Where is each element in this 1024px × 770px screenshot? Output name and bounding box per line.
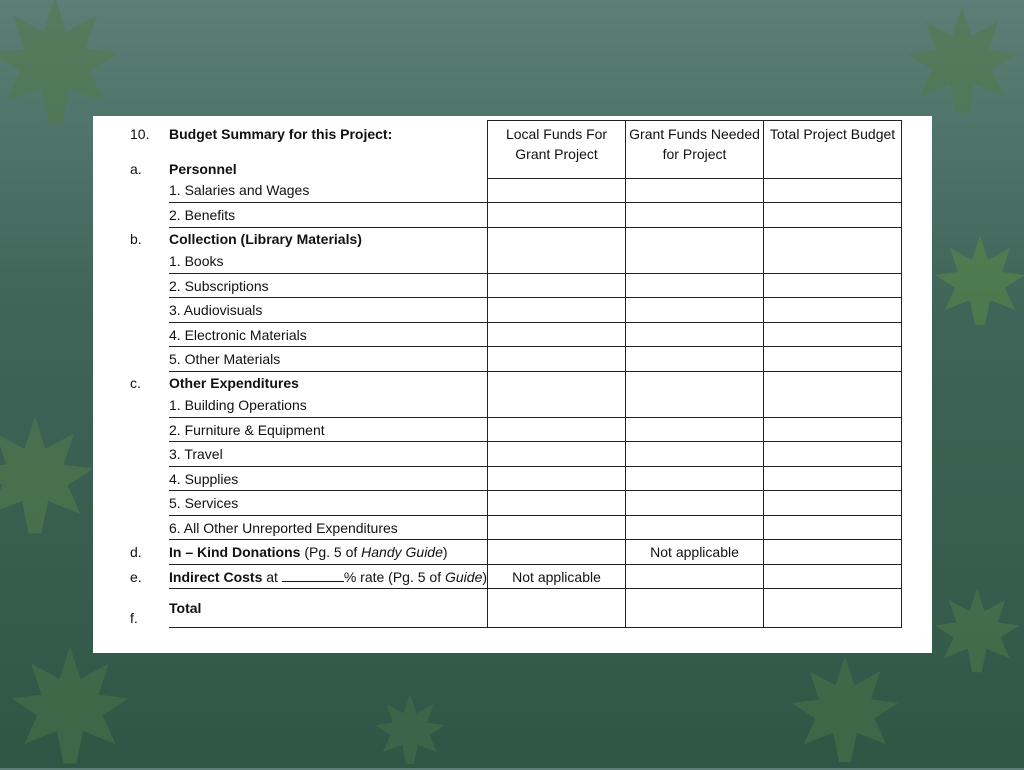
total-budget-cell[interactable] <box>764 323 902 347</box>
local-funds-cell[interactable] <box>488 442 626 467</box>
line-item-label: 2. Furniture & Equipment <box>169 418 488 442</box>
grant-funds-cell[interactable] <box>626 418 764 442</box>
total-budget-cell[interactable] <box>764 540 902 565</box>
grant-funds-cell[interactable] <box>626 274 764 298</box>
form-title: Budget Summary for this Project: <box>169 125 393 142</box>
line-item-label: 6. All Other Unreported Expenditures <box>169 516 488 540</box>
grant-funds-cell-not-applicable: Not applicable <box>626 540 764 565</box>
grant-funds-cell[interactable] <box>626 516 764 540</box>
section-label: Total <box>169 589 488 628</box>
grant-funds-cell[interactable] <box>626 203 764 228</box>
col-header-local-funds: Local Funds For Grant Project <box>488 121 626 179</box>
local-funds-cell[interactable] <box>488 589 626 628</box>
section-letter: f. <box>130 609 138 626</box>
section-letter: d. <box>130 544 142 560</box>
total-budget-cell[interactable] <box>764 274 902 298</box>
col-header-grant-funds: Grant Funds Needed for Project <box>626 121 764 179</box>
maple-leaf-icon <box>930 560 1024 700</box>
total-budget-cell[interactable] <box>764 516 902 540</box>
col-header-total-budget: Total Project Budget <box>764 121 902 179</box>
total-budget-cell[interactable] <box>764 203 902 228</box>
local-funds-cell[interactable] <box>488 203 626 228</box>
section-label: Personnel <box>169 161 237 177</box>
item-number: 10. <box>130 125 150 142</box>
line-item-label: 4. Supplies <box>169 467 488 491</box>
local-funds-cell[interactable] <box>488 491 626 516</box>
line-item-label: 4. Electronic Materials <box>169 323 488 347</box>
local-funds-cell-not-applicable: Not applicable <box>488 565 626 589</box>
total-budget-cell[interactable] <box>764 228 902 274</box>
local-funds-cell[interactable] <box>488 323 626 347</box>
total-budget-cell[interactable] <box>764 418 902 442</box>
local-funds-cell[interactable] <box>488 298 626 323</box>
total-budget-cell[interactable] <box>764 467 902 491</box>
section-letter: b. <box>130 230 142 247</box>
section-letter: a. <box>130 161 142 177</box>
total-budget-cell[interactable] <box>764 372 902 418</box>
line-item-label: 5. Services <box>169 491 488 516</box>
maple-leaf-icon <box>900 0 1024 120</box>
total-budget-cell[interactable] <box>764 347 902 372</box>
maple-leaf-icon <box>780 650 910 768</box>
maple-leaf-icon <box>0 400 100 550</box>
total-budget-cell[interactable] <box>764 589 902 628</box>
rate-blank[interactable] <box>282 569 344 582</box>
grant-funds-cell[interactable] <box>626 491 764 516</box>
total-budget-cell[interactable] <box>764 565 902 589</box>
grant-funds-cell[interactable] <box>626 372 764 418</box>
line-item-label: 3. Audiovisuals <box>169 298 488 323</box>
total-budget-cell[interactable] <box>764 298 902 323</box>
local-funds-cell[interactable] <box>488 372 626 418</box>
section-letter: e. <box>130 568 142 585</box>
grant-funds-cell[interactable] <box>626 228 764 274</box>
grant-funds-cell[interactable] <box>626 565 764 589</box>
line-item-label: 1. Books <box>169 250 488 274</box>
total-budget-cell[interactable] <box>764 491 902 516</box>
grant-funds-cell[interactable] <box>626 323 764 347</box>
maple-leaf-icon <box>360 690 460 768</box>
grant-funds-cell[interactable] <box>626 589 764 628</box>
local-funds-cell[interactable] <box>488 516 626 540</box>
grant-funds-cell[interactable] <box>626 347 764 372</box>
section-label: In – Kind Donations (Pg. 5 of Handy Guide) <box>169 540 488 565</box>
local-funds-cell[interactable] <box>488 179 626 203</box>
maple-leaf-icon <box>0 640 150 770</box>
local-funds-cell[interactable] <box>488 347 626 372</box>
line-item-label: 2. Benefits <box>169 203 488 228</box>
line-item-label: 3. Travel <box>169 442 488 467</box>
budget-form-sheet <box>93 116 932 653</box>
local-funds-cell[interactable] <box>488 467 626 491</box>
total-budget-cell[interactable] <box>764 442 902 467</box>
section-label: Collection (Library Materials) <box>169 230 362 247</box>
budget-summary-table <box>117 120 902 628</box>
section-label: Indirect Costs at % rate (Pg. 5 of Guide) <box>169 565 488 589</box>
total-budget-cell[interactable] <box>764 179 902 203</box>
section-letter: c. <box>130 374 141 391</box>
grant-funds-cell[interactable] <box>626 179 764 203</box>
grant-funds-cell[interactable] <box>626 442 764 467</box>
section-label: Other Expenditures <box>169 374 299 391</box>
local-funds-cell[interactable] <box>488 540 626 565</box>
grant-funds-cell[interactable] <box>626 467 764 491</box>
local-funds-cell[interactable] <box>488 418 626 442</box>
maple-leaf-icon <box>930 200 1024 360</box>
line-item-label: 5. Other Materials <box>169 347 488 372</box>
maple-leaf-icon <box>0 0 130 130</box>
grant-funds-cell[interactable] <box>626 298 764 323</box>
local-funds-cell[interactable] <box>488 274 626 298</box>
local-funds-cell[interactable] <box>488 228 626 274</box>
line-item-label: 2. Subscriptions <box>169 274 488 298</box>
line-item-label: 1. Building Operations <box>169 394 488 418</box>
line-item-label: 1. Salaries and Wages <box>169 179 488 203</box>
